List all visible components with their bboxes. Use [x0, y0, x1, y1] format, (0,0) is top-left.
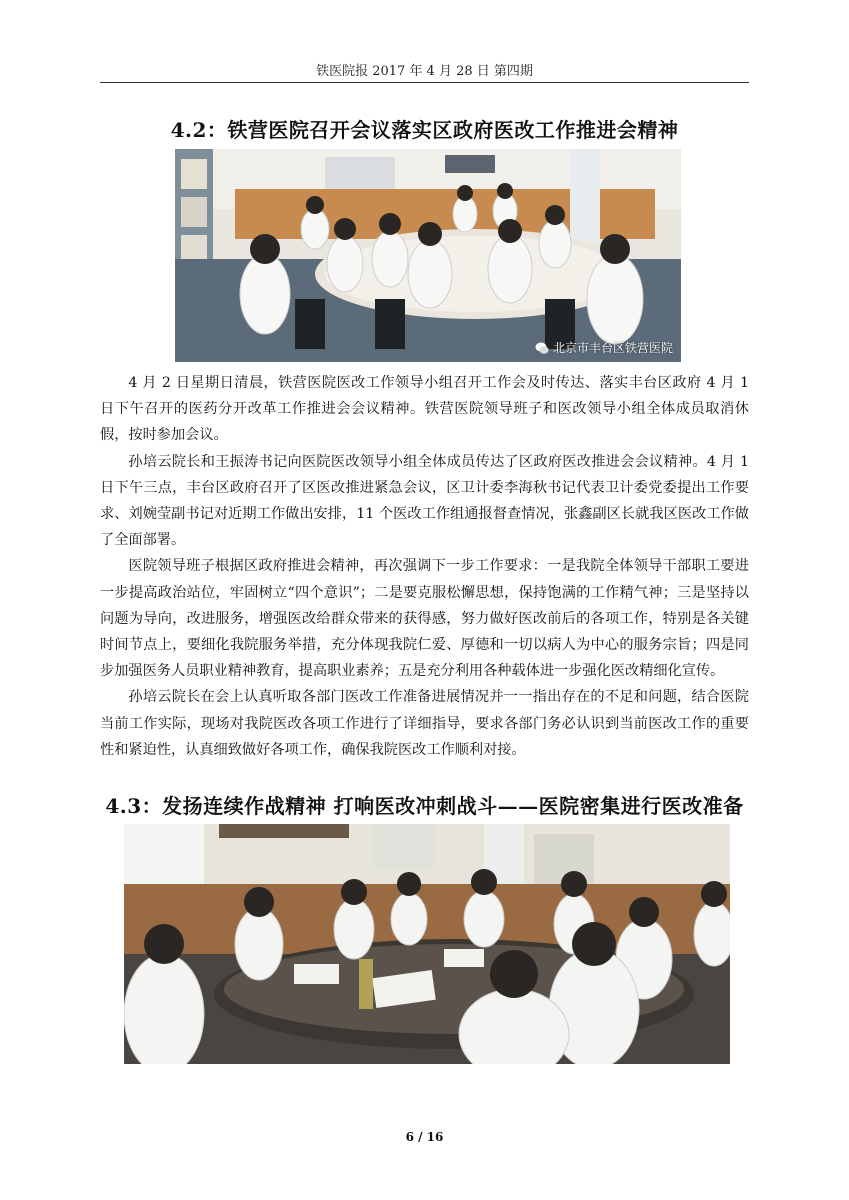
photo-watermark-text: 北京市丰台区铁营医院	[552, 341, 673, 355]
article-paragraph-4: 孙培云院长在会上认真听取各部门医改工作准备进展情况并一一指出存在的不足和问题，结合医院当前工作实际，现场对我院医改各项工作进行了详细指导，要求各部门务必认识到当前医改工作的重要性和紧迫性，认真细致做好各项工作，确保我院医改工作顺利对接。	[100, 689, 749, 758]
header-divider	[100, 82, 749, 83]
meeting-photo-2-image	[124, 824, 730, 1064]
meeting-photo-1-image	[175, 149, 681, 362]
meeting-photo-1	[175, 149, 681, 362]
article-paragraph-2: 孙培云院长和王振涛书记向医院医改领导小组全体成员传达了区政府医改推进会会议精神。4 月 1 日下午三点，丰台区政府召开了区医改推进紧急会议，区卫计委李海秋书记代表卫计委党委提出工作要求、刘婉莹副书记对近期工作做出安排，11 个医改工作组通报督查情况，张鑫副区长就我区医改工作做了全面部署。	[100, 453, 749, 549]
section-title-4-3: 4.3：发扬连续作战精神 打响医改冲刺战斗——医院密集进行医改准备	[105, 794, 744, 818]
article-paragraph-1: 4 月 2 日星期日清晨，铁营医院医改工作领导小组召开工作会及时传达、落实丰台区政府 4 月 1 日下午召开的医药分开改革工作推进会会议精神。铁营医院领导班子和医改领导小组全体成员取消休假，按时参加会议。	[100, 375, 749, 444]
newspaper-header: 铁医院报 2017 年 4 月 28 日 第四期	[316, 64, 533, 79]
article-body	[100, 370, 749, 763]
section-title-4-2: 4.2：铁营医院召开会议落实区政府医改工作推进会精神	[170, 118, 679, 142]
page-number: 6 / 16	[405, 1130, 444, 1144]
meeting-photo-2	[124, 824, 730, 1064]
wechat-icon	[535, 341, 549, 355]
photo-watermark	[535, 339, 673, 356]
article-paragraph-3: 医院领导班子根据区政府推进会精神，再次强调下一步工作要求：一是我院全体领导干部职工要进一步提高政治站位，牢固树立“四个意识”；二是要克服松懈思想，保持饱满的工作精气神；三是坚持以问题为导向，改进服务，增强医改给群众带来的获得感，努力做好医改前后的各项工作，特别是各关键时间节点上，要细化我院服务举措，充分体现我院仁爱、厚德和一切以病人为中心的服务宗旨；四是同步加强医务人员职业精神教育，提高职业素养；五是充分利用各种载体进一步强化医改精细化宣传。	[100, 558, 749, 680]
